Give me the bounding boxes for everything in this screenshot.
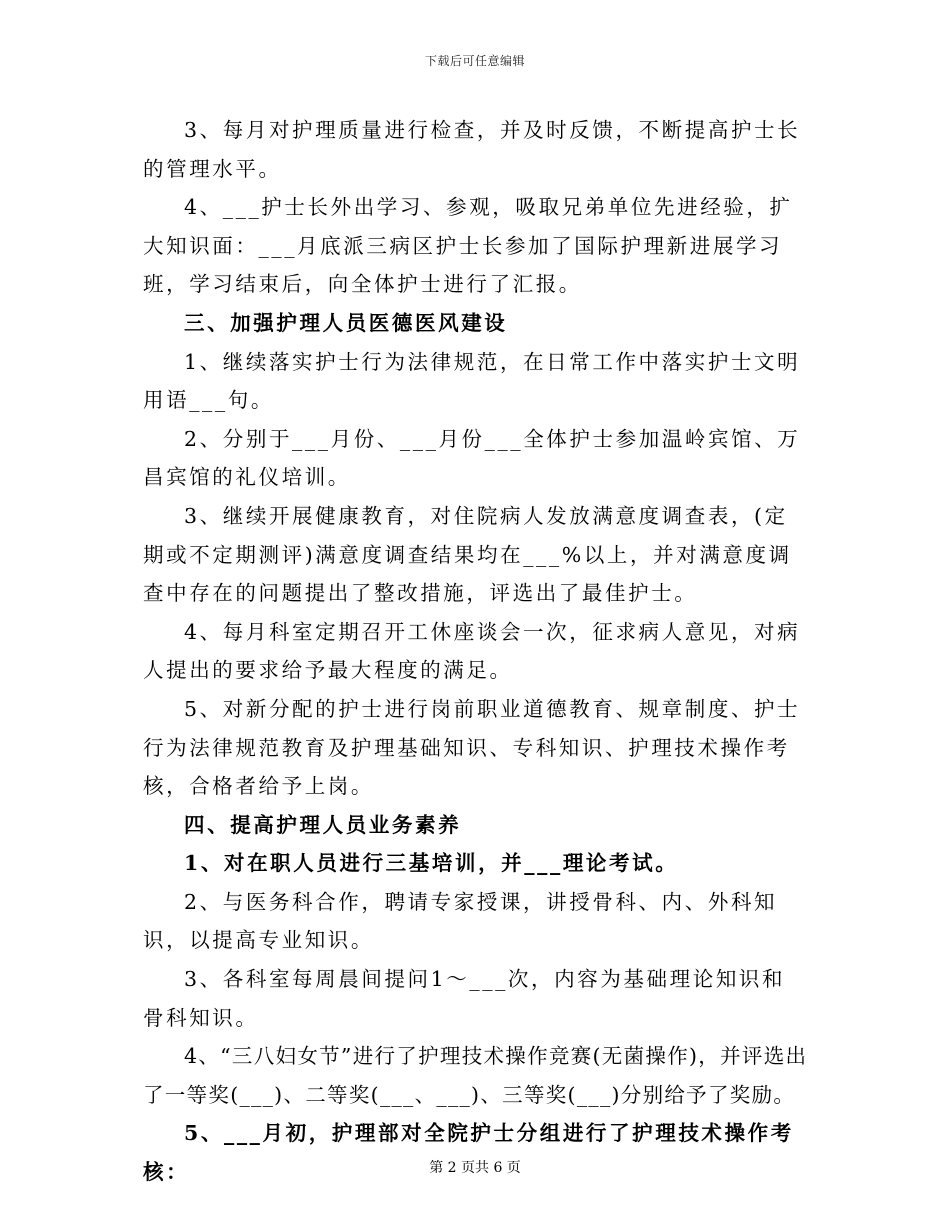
section-heading-3: 三、加强护理人员医德医风建设 bbox=[184, 310, 508, 335]
paragraph-2: 4、___护士长外出学习、参观，吸取兄弟单位先进经验，扩大知识面：___月底派三病区护士长参加了国际护理新进展学习班，学习结束后，向全体护士进行了汇报。 bbox=[143, 195, 793, 297]
paragraph-13: 4、“三八妇女节”进行了护理技术操作竞赛(无菌操作)，并评选出了一等奖(___)、二等奖(___、___)、三等奖(___)分别给予了奖励。 bbox=[143, 1044, 808, 1107]
paragraph-1: 3、每月对护理质量进行检查，并及时反馈，不断提高护士长的管理水平。 bbox=[143, 118, 801, 181]
page-header: 下载后可任意编辑 bbox=[424, 54, 525, 68]
paragraph-7: 4、每月科室定期召开工休座谈会一次，征求病人意见，对病人提出的要求给予最大程度的满足。 bbox=[143, 619, 801, 683]
page-footer: 第 2 页共 6 页 bbox=[429, 1160, 521, 1176]
paragraph-6: 3、继续开展健康教育，对住院病人发放满意度调查表，(定期或不定期测评)满意度调查结果均在___%以上，并对满意度调查中存在的问题提出了整改措施，评选出了最佳护士。 bbox=[143, 503, 792, 606]
paragraph-14: 5、___月初，护理部对全院护士分组进行了护理技术操作考核： bbox=[143, 1121, 794, 1185]
paragraph-5: 2、分别于___月份、___月份___全体护士参加温岭宾馆、万昌宾馆的礼仪培训。 bbox=[143, 426, 801, 490]
section-heading-4: 四、提高护理人员业务素养 bbox=[184, 812, 462, 837]
paragraph-11: 2、与医务科合作，聘请专家授课，讲授骨科、内、外科知识，以提高专业知识。 bbox=[143, 889, 778, 953]
paragraph-8: 5、对新分配的护士进行岗前职业道德教育、规章制度、护士行为法律规范教育及护理基础知识、专科知识、护理技术操作考核，合格者给予上岗。 bbox=[143, 696, 801, 799]
paragraph-10: 1、对在职人员进行三基培训，并___理论考试。 bbox=[184, 851, 679, 876]
paragraph-12: 3、各科室每周晨间提问1～___次，内容为基础理论知识和骨科知识。 bbox=[143, 967, 786, 1030]
document-body bbox=[143, 111, 808, 1192]
paragraph-4: 1、继续落实护士行为法律规范，在日常工作中落实护士文明用语___句。 bbox=[143, 349, 801, 413]
